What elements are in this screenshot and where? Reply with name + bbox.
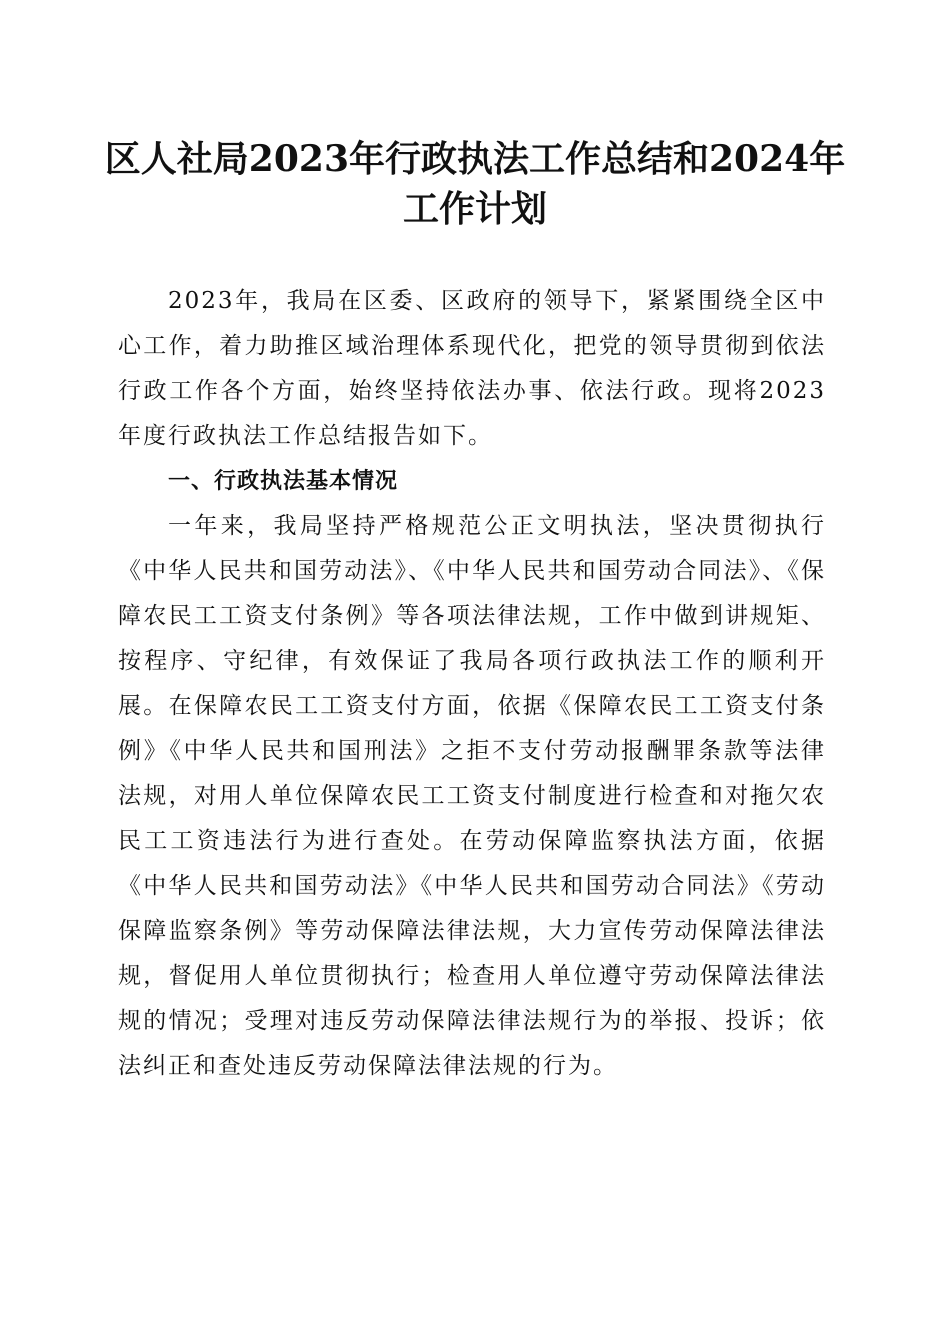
- document-title-line-2: 工作计划: [402, 188, 547, 230]
- section-paragraph-basic-situation: 一年来，我局坚持严格规范公正文明执法，坚决贯彻执行《中华人民共和国劳动法》、《中华人民共和国劳动合同法》、《保障农民工工资支付条例》等各项法律法规，工作中做到讲规矩、按程序、守纪律，有效保证了我局各项行政执法工作的顺利开展。在保障农民工工资支付方面，依据《保障农民工工资支付条例》《中华人民共和国刑法》之拒不支付劳动报酬罪条款等法律法规，对用人单位保障农民工工资支付制度进行检查和对拖欠农民工工资违法行为进行查处。在劳动保障监察执法方面，依据《中华人民共和国劳动法》《中华人民共和国劳动合同法》《劳动保障监察条例》等劳动保障法律法规，大力宣传劳动保障法律法规，督促用人单位贯彻执行；检查用人单位遵守劳动保障法律法规的情况；受理对违反劳动保障法律法规行为的举报、投诉；依法纠正和查处违反劳动保障法律法规的行为。: [118, 513, 826, 1079]
- section-heading-basic-situation: 一、行政执法基本情况: [168, 469, 399, 494]
- document-body: [118, 279, 826, 1089]
- intro-paragraph: 2023年，我局在区委、区政府的领导下，紧紧围绕全区中心工作，着力助推区域治理体系现代化，把党的领导贯彻到依法行政工作各个方面，始终坚持依法办事、依法行政。现将2023年度行政执法工作总结报告如下。: [118, 288, 826, 449]
- document-title-line-1: 区人社局2023年行政执法工作总结和2024年: [104, 138, 846, 180]
- document-title: [100, 134, 850, 234]
